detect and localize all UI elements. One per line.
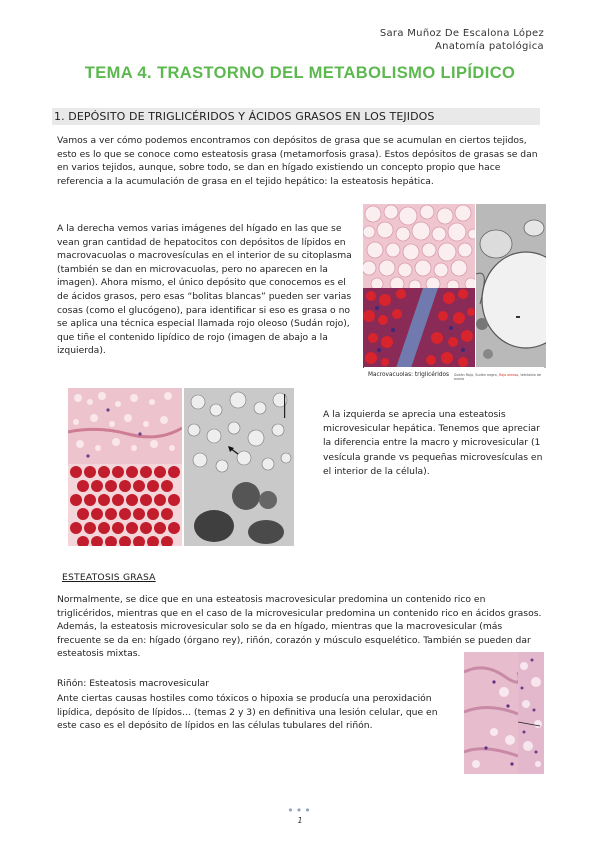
- section-heading: 1. DEPÓSITO DE TRIGLICÉRIDOS Y ÁCIDOS GRASOS EN LOS TEJIDOS: [52, 108, 540, 125]
- page-number: 1: [297, 816, 303, 825]
- intro-paragraph: Vamos a ver cómo podemos encontramos con depósitos de grasa que se acumulan en ciertos tejidos, esto es lo que se conoce como esteatosis grasa (metamorfosis grasa). Estos depósitos de grasas se dan en varios tejidos, aunque, sobre todo, se dan en hígado existiendo un concepto propio que hace referencia a la acumulación de grasa en el tejido hepático: la esteatosis hepática.: [57, 135, 538, 187]
- microvesicular-sudan-image: [68, 464, 182, 546]
- steatosis-paragraph: Normalmente, se dice que en una esteatosis macrovesicular predomina un contenido rico en triglicéridos, mientras que en el caso de la microvesicular predomina un contenido rico en ácidos grasos. Además, la esteatosis microvesicular solo se da en hígado, mientras que la macrovesicular (más frecuente se da en: hígado (órgano rey), riñón, corazón y músculo esquelético. También se pueden dar esteatosis mixtas.: [57, 594, 542, 660]
- author-name: Sara Muñoz De Escalona López: [379, 28, 544, 39]
- microvesicular-em-image: [184, 388, 294, 546]
- liver-sudan-red-image: [363, 288, 475, 368]
- liver-images-paragraph: A la derecha vemos varias imágenes del hígado en las que se vean gran cantidad de hepatocitos con depósitos de lípidos en macrovacuolas o macrovesículas en el interior de su citoplasma (también se dan en microvacuolas, pero no aparecen en la imagen). Ahora mismo, el único depósito que conocemos es el de ácidos grasos, pero esas “bolitas blancas” pueden ser varias cosas (como el glucógeno), para identificar si eso es grasa o no se aplica una técnica especial llamada rojo oleoso (Sudán rojo), que tiñe el contenido lipídico de rojo (imagen de abajo a la izquierda).: [57, 223, 352, 357]
- micro-macro-paragraph: A la izquierda se aprecia una esteatosis microvesicular hepática. Tenemos que apreciar la diferencia entre la macro y microvesicular (1 vesícula grande vs pequeñas microvesículas en el interior de la célula).: [323, 409, 543, 477]
- kidney-subheading: Riñón: Esteatosis macrovesicular: [57, 678, 210, 689]
- liver-micrograph-image: [476, 204, 546, 368]
- page-title: TEMA 4. TRASTORNO DEL METABOLISMO LIPÍDICO: [84, 64, 516, 82]
- kidney-paragraph: Ante ciertas causas hostiles como tóxicos o hipoxia se producía una peroxidación lipídica, depósito de lípidos… (temas 2 y 3) en definitiva una lesión celular, que en este caso es el depósito de lípidos en las células tubulares del riñón.: [57, 693, 438, 732]
- footer-dots: •••: [287, 804, 313, 817]
- steatosis-subheading: ESTEATOSIS GRASA: [62, 572, 156, 583]
- header-author-block: [380, 27, 544, 53]
- subject-name: Anatomía patológica: [434, 41, 544, 52]
- figure-caption: [364, 367, 544, 383]
- kidney-histology-image: [518, 652, 544, 774]
- caption-macrovacuoles: Macrovacuolas: triglicéridos: [368, 372, 450, 378]
- caption-stains: Sudán Rojo, Sudán negro, Rojo oleoso, tetróxido de osmio: [454, 373, 541, 381]
- liver-macrovacuoles-image: [363, 204, 475, 288]
- kidney-histology-main-image: [464, 652, 518, 774]
- microvesicular-he-image: [68, 388, 182, 464]
